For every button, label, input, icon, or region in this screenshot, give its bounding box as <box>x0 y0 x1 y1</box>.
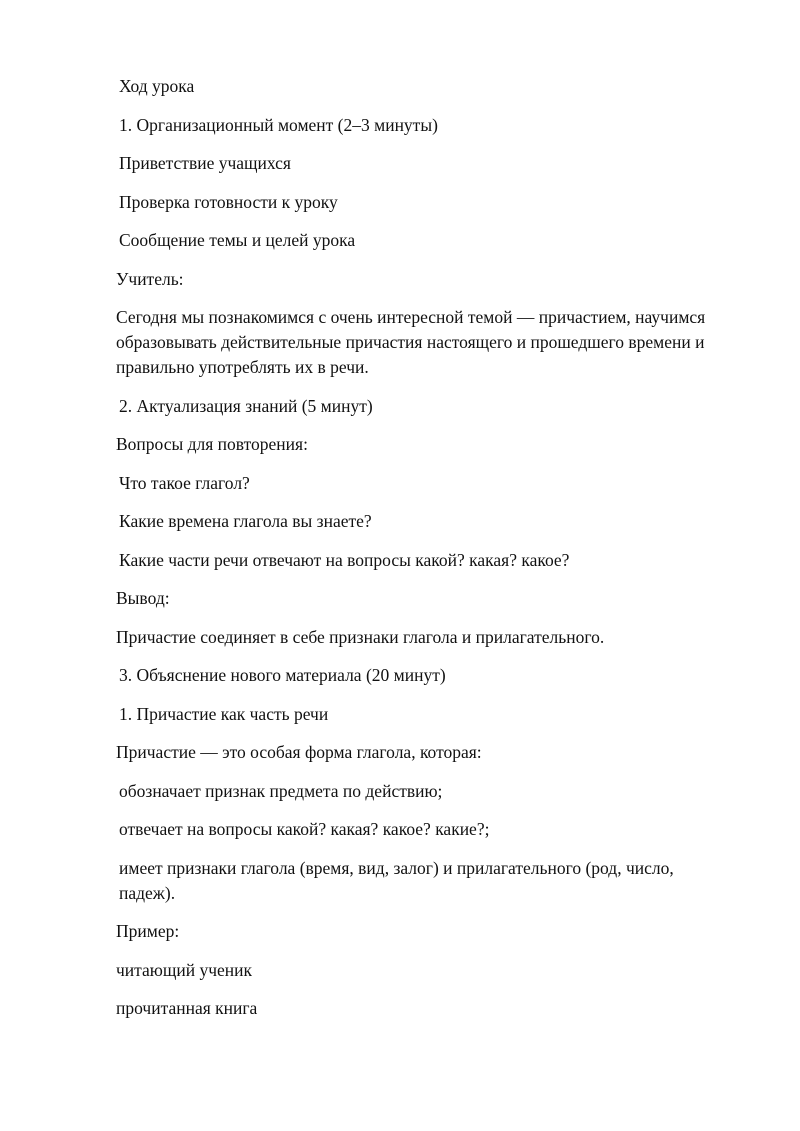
section-2-heading: 2. Актуализация знаний (5 минут) <box>119 395 373 416</box>
list-item-definition-2: отвечает на вопросы какой? какая? какое? какие?; <box>119 819 490 839</box>
review-questions-label: Вопросы для повторения: <box>116 434 308 454</box>
section-3-heading: 3. Объяснение нового материала (20 минут) <box>119 665 446 685</box>
list-item-definition-1: обозначает признак предмета по действию; <box>119 780 443 801</box>
list-item-question-3: Какие части речи отвечают на вопросы какой? какая? какое? <box>119 549 570 570</box>
example-1: читающий ученик <box>116 959 253 980</box>
document-body <box>116 74 728 1035</box>
example-2: прочитанная книга <box>116 998 258 1018</box>
list-item-greeting: Приветствие учащихся <box>119 153 291 173</box>
list-item-question-2: Какие времена глагола вы знаете? <box>119 511 372 531</box>
example-label: Пример: <box>116 921 180 941</box>
lesson-progress-heading: Ход урока <box>119 76 195 96</box>
definition-intro: Причастие — это особая форма глагола, которая: <box>116 742 482 762</box>
list-item-definition-3: имеет признаки глагола (время, вид, залог) и прилагательного (род, число, падеж). <box>119 857 674 903</box>
teacher-label: Учитель: <box>116 268 184 289</box>
list-item-topic-message: Сообщение темы и целей урока <box>119 230 356 250</box>
conclusion-text: Причастие соединяет в себе признаки глагола и прилагательного. <box>116 626 605 647</box>
conclusion-label: Вывод: <box>116 588 170 608</box>
section-1-heading: 1. Организационный момент (2–3 минуты) <box>119 114 438 135</box>
teacher-speech: Сегодня мы познакомимся с очень интересной темой — причастием, научимся образовывать действительные причастия настоящего и прошедшего времени и правильно употреблять их в речи. <box>116 307 706 377</box>
list-item-readiness-check: Проверка готовности к уроку <box>119 191 338 212</box>
list-item-question-1: Что такое глагол? <box>119 472 250 493</box>
subsection-1-heading: 1. Причастие как часть речи <box>119 703 329 724</box>
